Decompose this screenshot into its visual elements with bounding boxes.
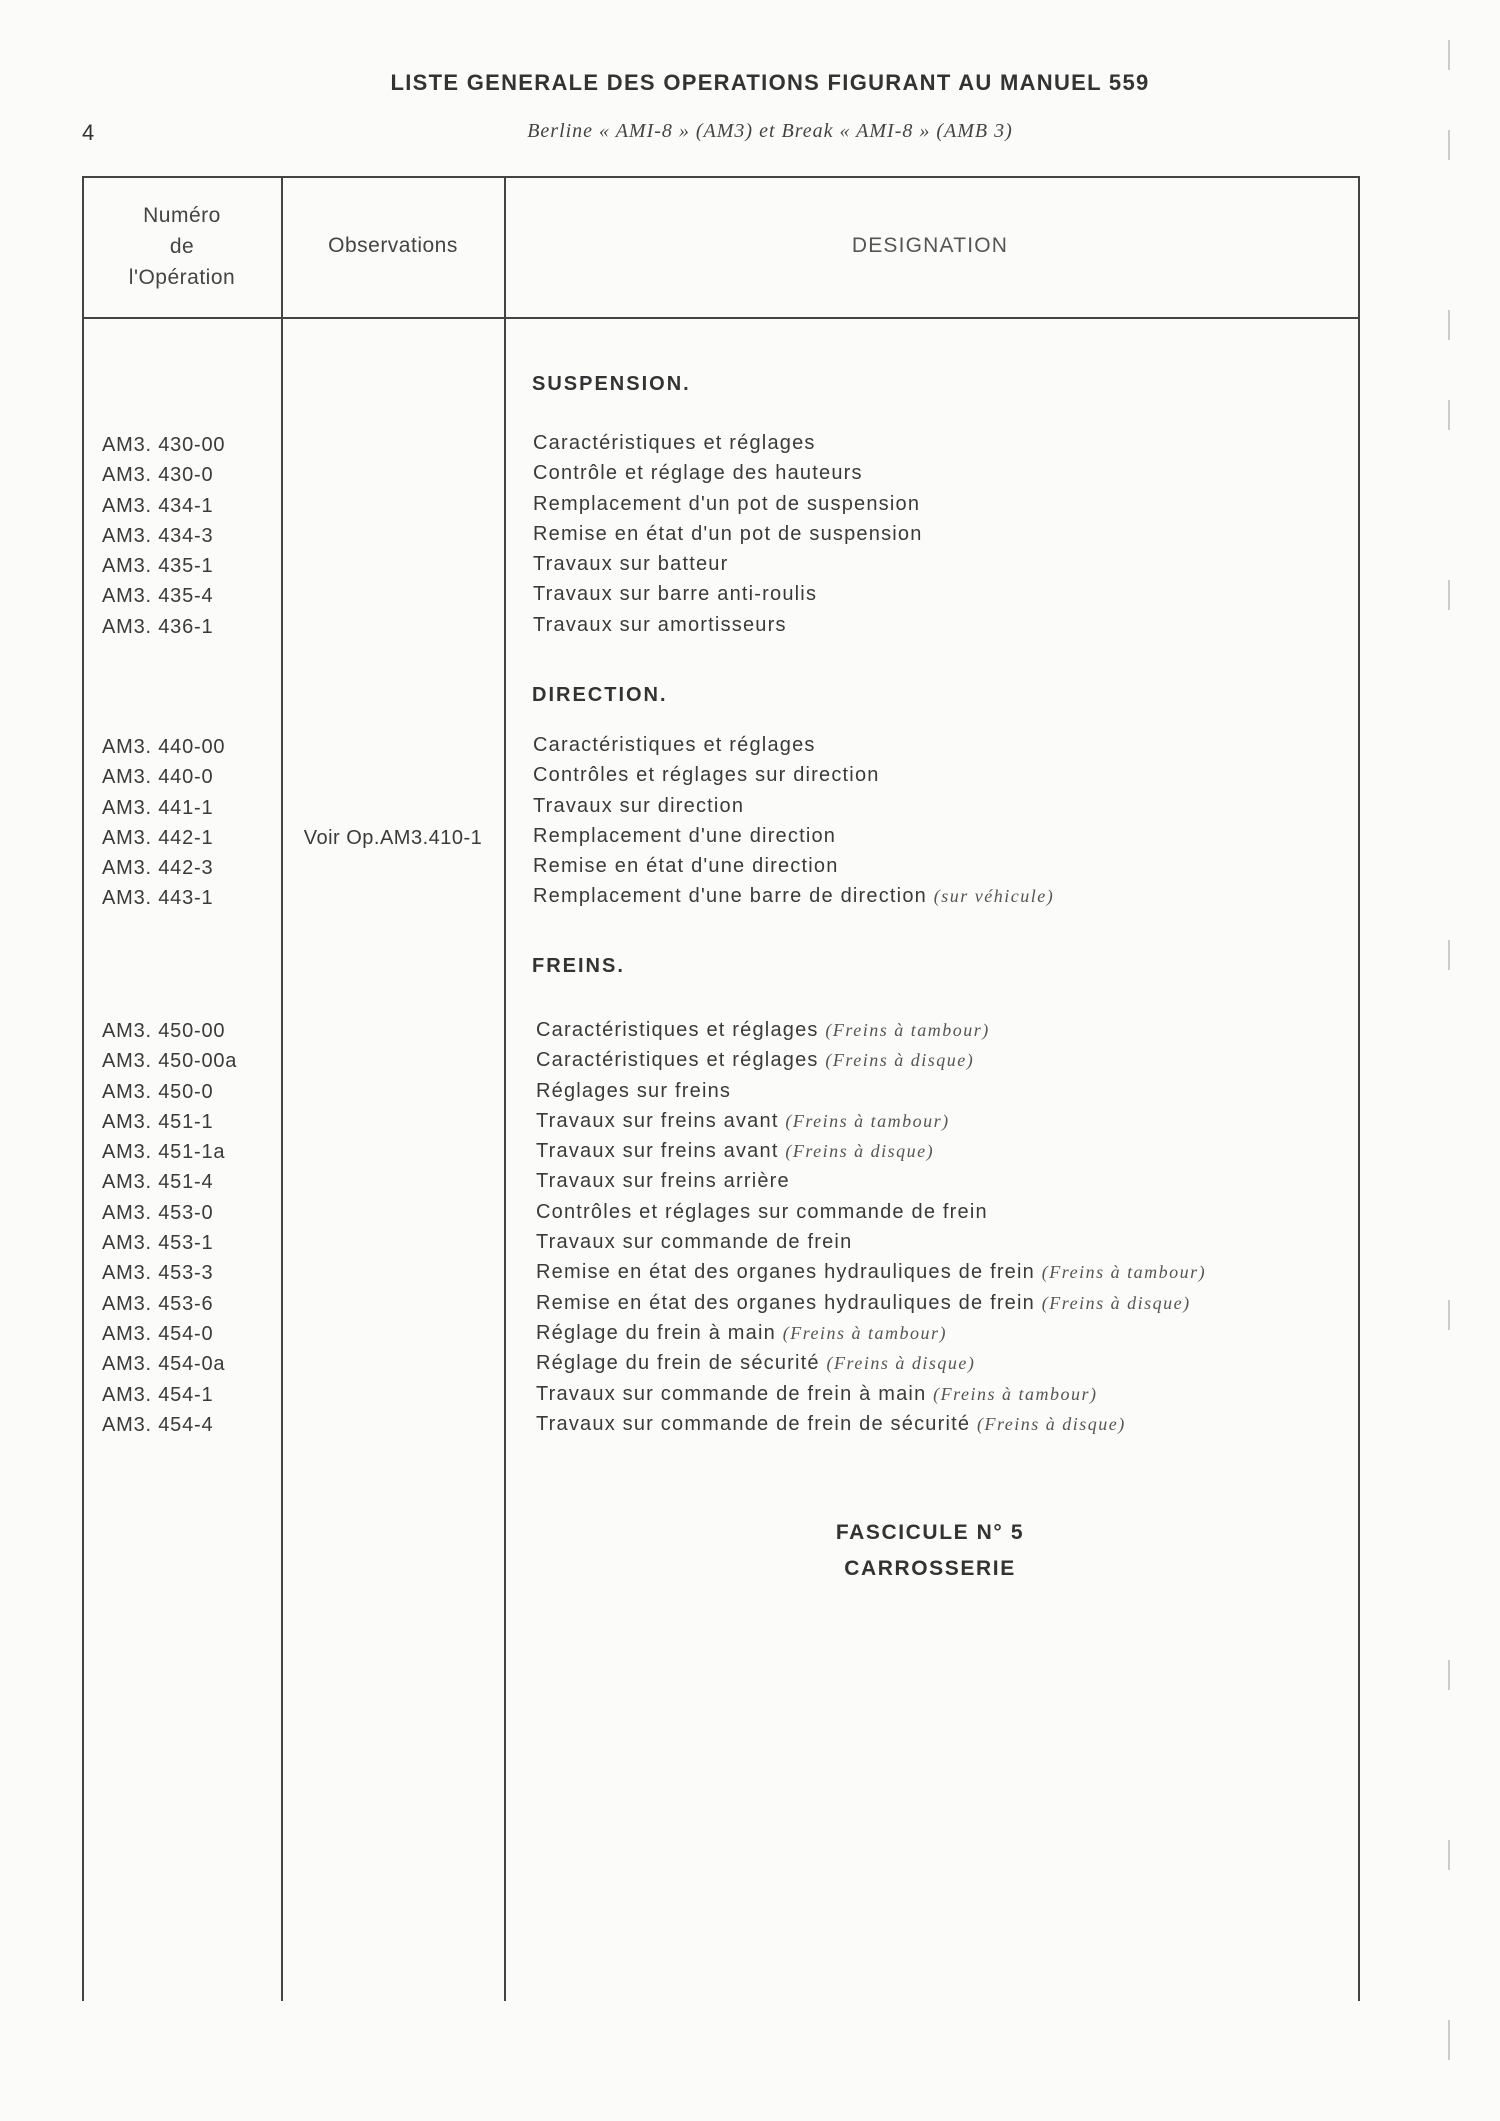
- left-border: [82, 176, 84, 2001]
- designation-text: Remise en état des organes hydrauliques de frein: [536, 1291, 1035, 1314]
- designation: Travaux sur amortisseurs: [533, 613, 787, 636]
- operation-number: AM3. 442-3: [102, 857, 214, 880]
- operation-number: AM3. 453-1: [102, 1232, 214, 1255]
- designation-text: Remise en état des organes hydrauliques de frein: [536, 1261, 1035, 1284]
- designation-with-note: [536, 1288, 1366, 1318]
- operation-number: AM3. 451-4: [102, 1171, 214, 1194]
- designation-text: Travaux sur freins avant: [536, 1109, 779, 1132]
- edge-mark: [1448, 1840, 1450, 1870]
- suspension-designations: [533, 428, 1363, 640]
- section-title-freins: FREINS.: [532, 955, 625, 977]
- freins-designations: [536, 1015, 1366, 1439]
- designation: Remise en état d'une direction: [533, 855, 839, 878]
- operation-number: AM3. 453-6: [102, 1292, 214, 1315]
- designation-note: (Freins à tambour): [785, 1110, 950, 1131]
- designation: Contrôles et réglages sur direction: [533, 764, 880, 787]
- fascicule-title: CARROSSERIE: [844, 1557, 1016, 1580]
- designation: Travaux sur direction: [533, 794, 745, 817]
- direction-operation-numbers: [102, 732, 282, 914]
- designation-note: (Freins à disque): [826, 1353, 976, 1374]
- edge-mark: [1448, 130, 1450, 160]
- fascicule-number: FASCICULE N° 5: [835, 1521, 1025, 1544]
- edge-mark: [1448, 1300, 1450, 1330]
- operation-number: AM3. 440-00: [102, 736, 226, 758]
- operation-number: AM3. 434-3: [102, 524, 214, 547]
- designation: Caractéristiques et réglages: [533, 734, 816, 756]
- operation-number: AM3. 451-1a: [102, 1141, 226, 1164]
- designation-text: Remplacement d'une barre de direction: [533, 885, 927, 908]
- designation: Remise en état d'un pot de suspension: [533, 522, 923, 545]
- designation: Travaux sur batteur: [533, 553, 729, 576]
- operation-number: AM3. 450-0: [102, 1080, 214, 1103]
- designation-text: Travaux sur freins avant: [536, 1140, 779, 1163]
- edge-mark: [1448, 940, 1450, 970]
- column-header-observations: Observations: [328, 234, 458, 257]
- designation: Contrôles et réglages sur commande de frein: [536, 1200, 988, 1223]
- operation-number: AM3. 430-00: [102, 434, 226, 456]
- designation-text: Travaux sur commande de frein à main: [536, 1382, 927, 1405]
- column-header-numero-line1: Numéro: [143, 203, 221, 227]
- designation-with-note: [536, 1409, 1366, 1439]
- operation-number: AM3. 436-1: [102, 615, 214, 638]
- direction-designations: [533, 730, 1363, 912]
- column-header-designation: DESIGNATION: [851, 234, 1009, 257]
- column-header-numero: [82, 176, 282, 316]
- operation-number: AM3. 440-0: [102, 766, 214, 789]
- column-header-numero-line2: de: [169, 234, 195, 258]
- observation-text: Voir Op.AM3.410-1: [303, 827, 483, 849]
- designation-note: (Freins à disque): [825, 1050, 975, 1071]
- suspension-operation-numbers: [102, 430, 282, 642]
- fascicule-heading: [505, 1515, 1355, 1587]
- designation: Contrôle et réglage des hauteurs: [533, 462, 863, 485]
- designation: Réglages sur freins: [536, 1079, 732, 1102]
- designation-note: (Freins à disque): [1041, 1292, 1191, 1313]
- designation-with-note: [536, 1045, 1366, 1075]
- operation-number: AM3. 454-1: [102, 1383, 214, 1406]
- freins-operation-numbers: [102, 1016, 282, 1440]
- page-subtitle: Berline « AMI-8 » (AM3) et Break « AMI-8 » (AMB 3): [527, 120, 1013, 142]
- designation-with-note: [536, 1136, 1366, 1166]
- operation-number: AM3. 454-0a: [102, 1353, 226, 1376]
- designation-with-note: [533, 881, 1363, 911]
- designation: Remplacement d'une direction: [533, 824, 837, 847]
- designation-note: (Freins à tambour): [1041, 1262, 1207, 1283]
- designation: Travaux sur commande de frein: [536, 1231, 853, 1254]
- edge-mark: [1448, 1660, 1450, 1690]
- designation-text: Travaux sur commande de frein de sécurité: [536, 1412, 971, 1435]
- operation-number: AM3. 454-0: [102, 1322, 214, 1345]
- operation-number: AM3. 453-0: [102, 1201, 214, 1224]
- edge-mark: [1448, 400, 1450, 430]
- operation-number: AM3. 454-4: [102, 1413, 214, 1436]
- designation: Travaux sur barre anti-roulis: [533, 583, 818, 606]
- designation-with-note: [536, 1015, 1366, 1045]
- operation-number: AM3. 434-1: [102, 494, 214, 517]
- designation-with-note: [536, 1348, 1366, 1378]
- designation: Remplacement d'un pot de suspension: [533, 492, 921, 515]
- designation-note: (Freins à tambour): [933, 1383, 1098, 1404]
- designation: Travaux sur freins arrière: [536, 1170, 790, 1193]
- operation-number: AM3. 430-0: [102, 464, 214, 487]
- designation-text: Réglage du frein de sécurité: [536, 1352, 820, 1375]
- operation-number: AM3. 451-1: [102, 1110, 214, 1133]
- section-title-suspension: SUSPENSION.: [532, 373, 691, 395]
- operation-number: AM3. 441-1: [102, 796, 214, 819]
- edge-mark: [1448, 40, 1450, 70]
- divider-obs-des: [504, 176, 506, 2001]
- designation-note: (Freins à tambour): [782, 1322, 948, 1343]
- designation-text: Caractéristiques et réglages: [536, 1019, 819, 1041]
- designation-text: Réglage du frein à main: [536, 1321, 776, 1344]
- operation-number: AM3. 450-00a: [102, 1050, 238, 1073]
- designation-note: (sur véhicule): [933, 886, 1055, 907]
- operation-number: AM3. 453-3: [102, 1262, 214, 1285]
- designation-note: (Freins à tambour): [825, 1020, 990, 1040]
- section-title-direction: DIRECTION.: [532, 684, 668, 706]
- operation-number: AM3. 435-4: [102, 585, 214, 608]
- operation-number: AM3. 443-1: [102, 887, 214, 910]
- designation-note: (Freins à disque): [976, 1413, 1126, 1434]
- designation-with-note: [536, 1379, 1366, 1409]
- column-header-numero-line3: l'Opération: [128, 265, 236, 289]
- header-bottom-rule: [82, 317, 1360, 319]
- designation-text: Caractéristiques et réglages: [536, 1049, 819, 1072]
- observation-cell: [282, 823, 504, 853]
- edge-mark: [1448, 310, 1450, 340]
- operation-number: AM3. 450-00: [102, 1020, 226, 1042]
- designation-with-note: [536, 1106, 1366, 1136]
- designation: Caractéristiques et réglages: [533, 432, 816, 454]
- designation-with-note: [536, 1257, 1366, 1287]
- designation-with-note: [536, 1318, 1366, 1348]
- page-number: 4: [82, 120, 95, 145]
- edge-mark: [1448, 2020, 1450, 2060]
- operation-number: AM3. 442-1: [102, 826, 214, 849]
- edge-mark: [1448, 580, 1450, 610]
- page-title: LISTE GENERALE DES OPERATIONS FIGURANT AU MANUEL 559: [390, 70, 1150, 95]
- operation-number: AM3. 435-1: [102, 555, 214, 578]
- designation-note: (Freins à disque): [785, 1141, 935, 1162]
